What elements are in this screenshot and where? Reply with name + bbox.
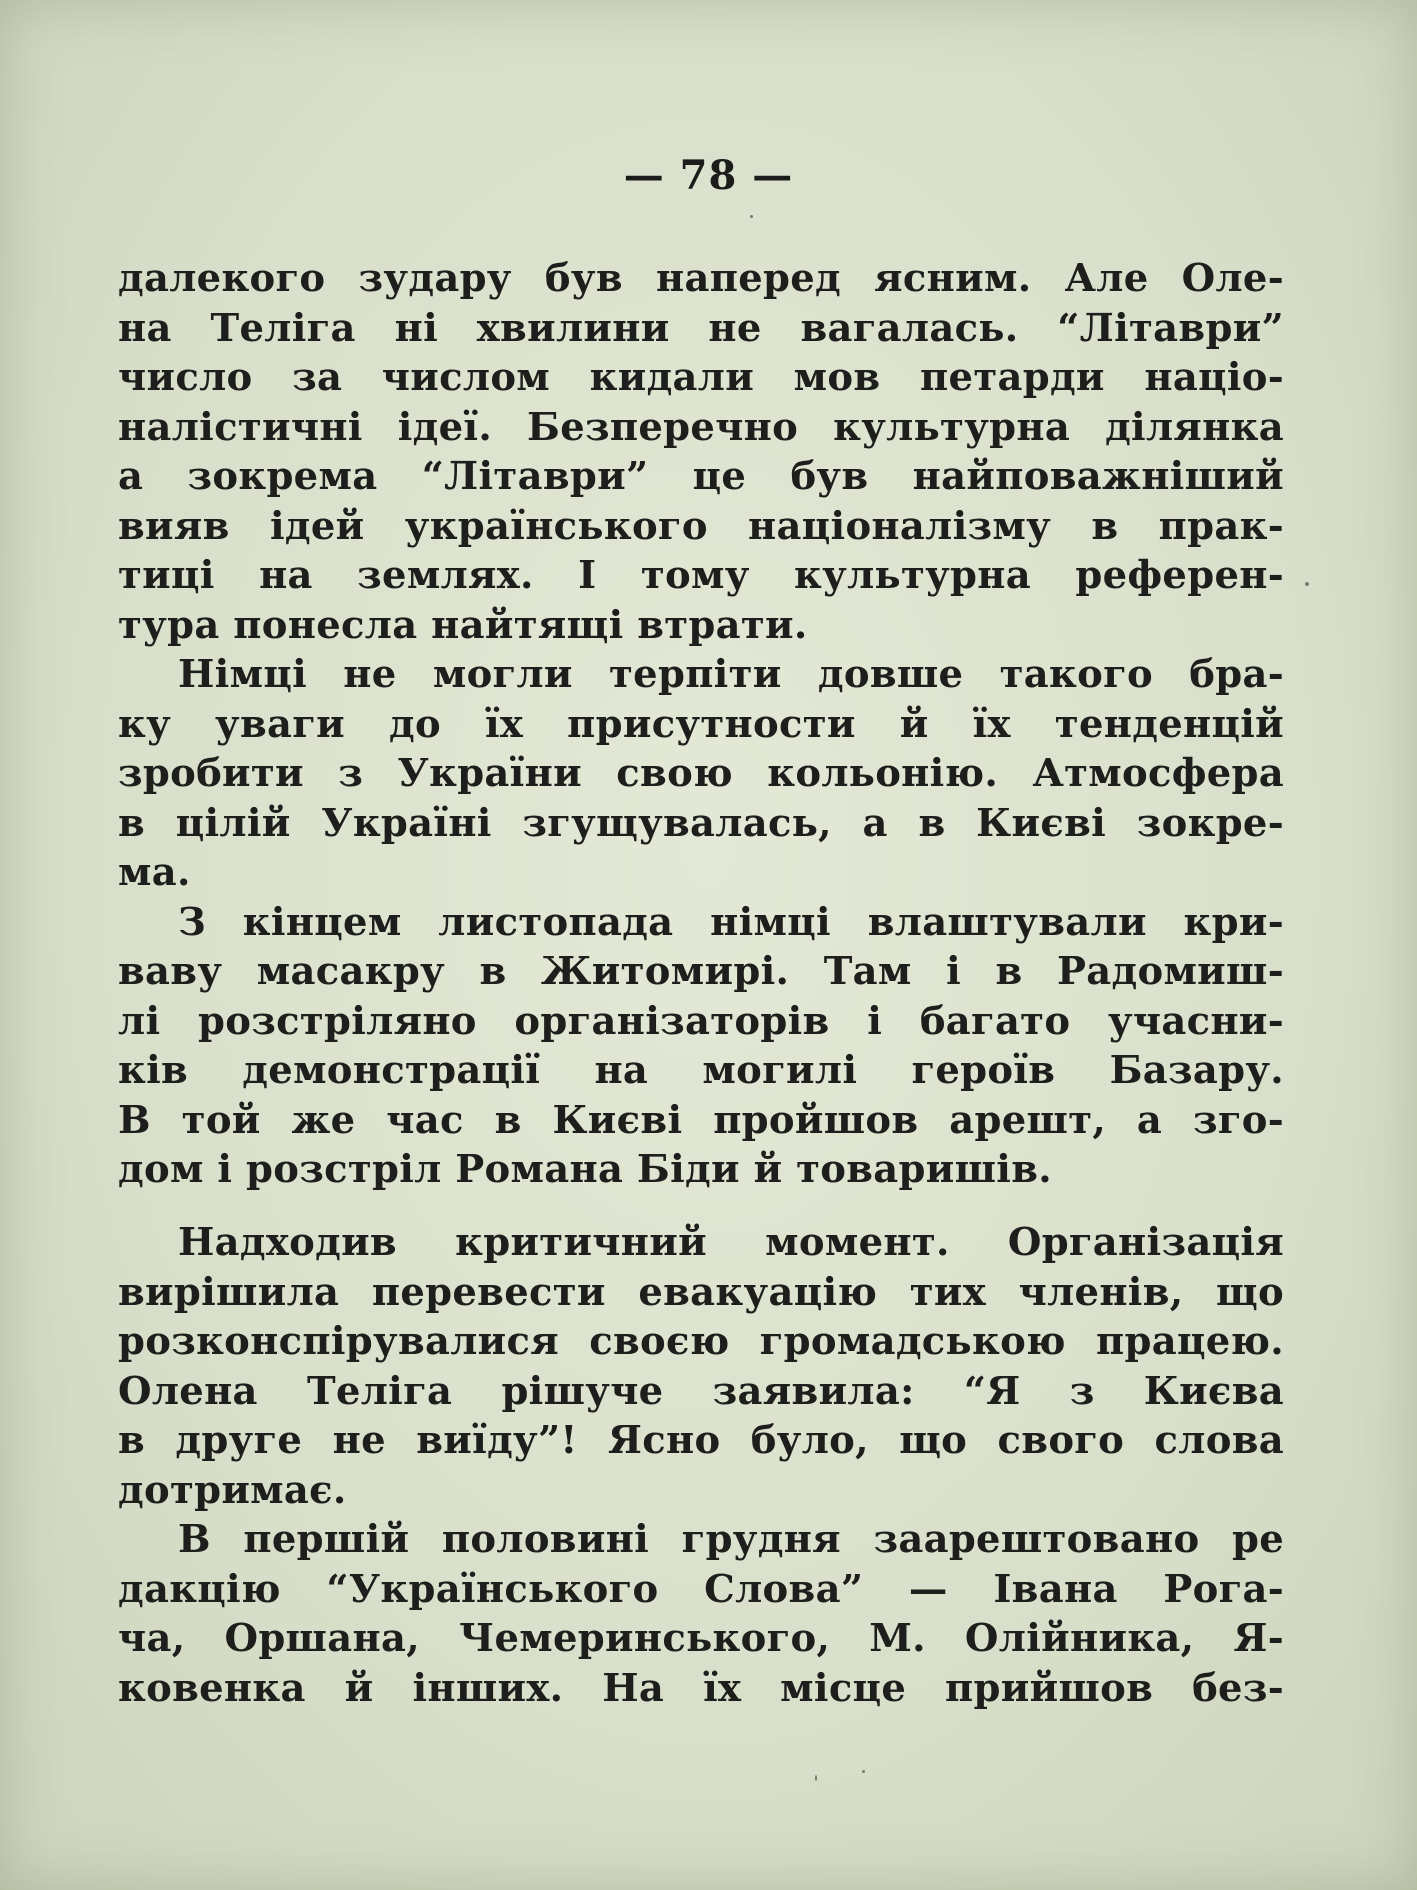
text-line: лі розстріляно організаторів і багато учасни- <box>118 998 1284 1044</box>
text-line: Олена Теліга рішуче заявила: “Я з Києва <box>118 1368 1284 1414</box>
text-line: число за числом кидали мов петарди націо- <box>118 355 1284 400</box>
paragraph-1 <box>118 254 1284 650</box>
text-line: В першій половині грудня заарештовано ре <box>178 1517 1284 1562</box>
text-line: В той же час в Києві пройшов арешт, а зго- <box>118 1097 1284 1143</box>
text-line: тура понесла найтящі втрати. <box>118 602 808 648</box>
page-number: — 78 — <box>623 152 794 199</box>
text-line: дом і розстріл Романа Біди й товаришів. <box>118 1147 1052 1192</box>
paragraph-2 <box>118 650 1284 898</box>
text-line: дотримає. <box>118 1467 347 1513</box>
paragraph-4 <box>118 1218 1284 1515</box>
text-line: а зокрема “Літаври” це був найповажніший <box>118 454 1284 499</box>
text-line: вияв ідей українського націоналізму в прак- <box>118 503 1284 549</box>
text-line: Німці не могли терпіти довше такого бра- <box>178 652 1284 697</box>
paragraph-3 <box>118 898 1284 1195</box>
text-line: в цілій Україні згущувалась, а в Києві зокре- <box>118 800 1284 846</box>
text-line: дакцію “Українського Слова” — Івана Рога- <box>118 1566 1284 1612</box>
paper-speck <box>815 1775 817 1781</box>
text-line: на Теліга ні хвилини не вагалась. “Літаври” <box>118 305 1284 351</box>
text-line: ків демонстрації на могилі героїв Базару. <box>118 1048 1284 1093</box>
text-line: ваву масакру в Житомирі. Там і в Радомиш- <box>118 949 1284 994</box>
text-block-upper <box>118 254 1284 1195</box>
paper-speck <box>862 1770 865 1773</box>
text-line: розконспірувалися своєю громадською працею. <box>118 1319 1284 1364</box>
text-line: ку уваги до їх присутности й їх тенденцій <box>118 701 1284 747</box>
text-block-lower <box>118 1218 1284 1713</box>
text-line: ча, Оршана, Чемеринського, М. Олійника, Я- <box>118 1616 1284 1661</box>
text-line: ма. <box>118 850 191 895</box>
paper-speck <box>1305 582 1309 586</box>
text-line: вирішила перевести евакуацію тих членів, що <box>118 1269 1284 1315</box>
text-line: Надходив критичний момент. Організація <box>178 1220 1284 1265</box>
paper-speck <box>750 215 753 218</box>
text-line: налістичні ідеї. Безперечно культурна ділянка <box>118 404 1284 450</box>
text-line: ковенка й інших. На їх місце прийшов без- <box>118 1665 1284 1711</box>
text-line: далекого зудару був наперед ясним. Але Оле- <box>118 256 1284 301</box>
text-line: тиці на землях. І тому культурна референ- <box>118 553 1284 598</box>
paragraph-5 <box>118 1515 1284 1713</box>
text-line: зробити з України свою кольонію. Атмосфера <box>118 751 1284 796</box>
text-line: З кінцем листопада німці влаштували кри- <box>178 899 1284 945</box>
text-line: в друге не виїду”! Ясно було, що свого слова <box>118 1418 1284 1463</box>
